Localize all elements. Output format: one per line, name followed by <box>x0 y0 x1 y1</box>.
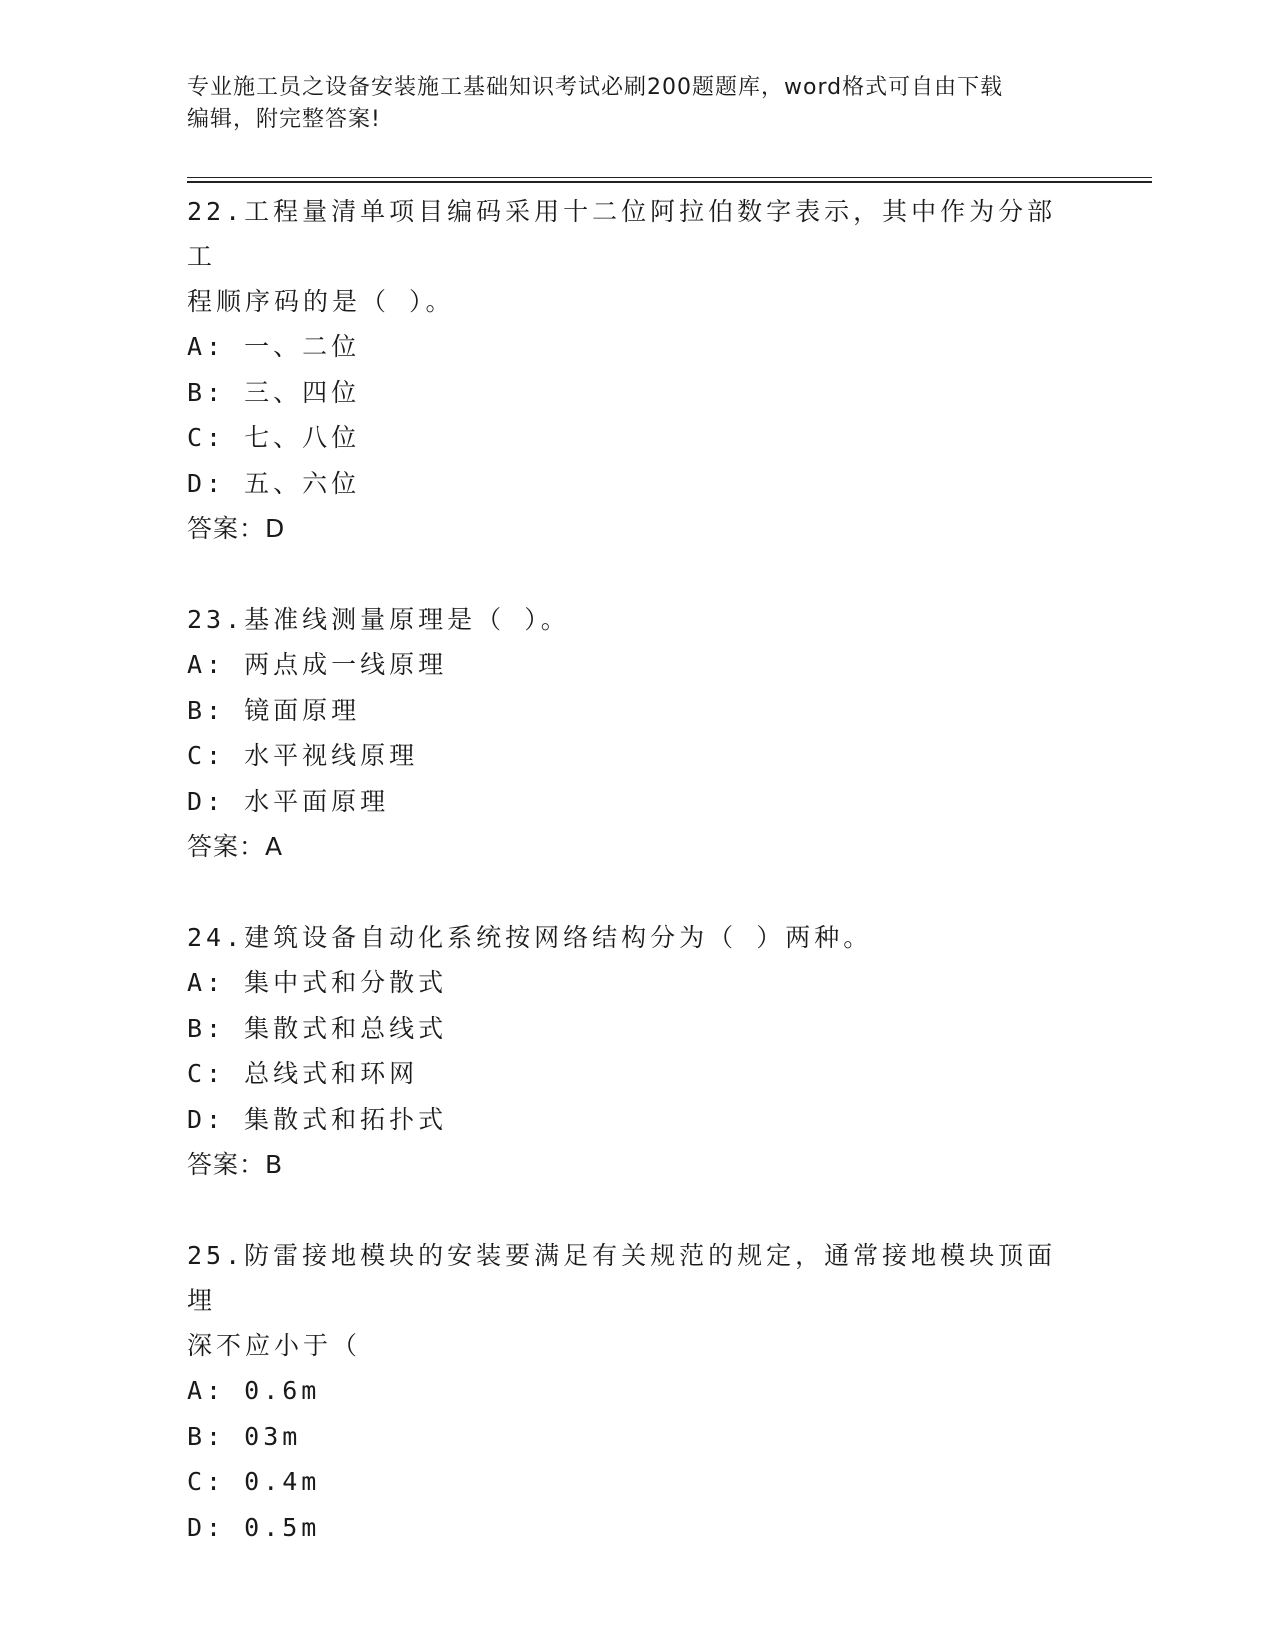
option-d: D: 五、六位 <box>187 468 361 498</box>
question-stem-line: 程顺序码的是（ ）。 <box>187 287 455 316</box>
option-c: C: 总线式和环网 <box>187 1059 419 1088</box>
question-25 <box>187 1233 1152 1550</box>
question-list <box>187 189 1152 1550</box>
question-stem-line: 22.工程量清单项目编码采用十二位阿拉伯数字表示，其中作为分部工 <box>187 197 1057 271</box>
header-divider <box>187 177 1152 183</box>
question-23 <box>187 597 1152 869</box>
option-d: D: 0.5m <box>187 1512 321 1542</box>
question-stem-line: 24.建筑设备自动化系统按网络结构分为（ ）两种。 <box>187 923 873 952</box>
option-b: B: 集散式和总线式 <box>187 1013 448 1043</box>
answer-line: 答案：A <box>187 832 284 861</box>
question-stem <box>187 1233 1067 1368</box>
answer-line: 答案：B <box>187 1150 284 1179</box>
document-header <box>187 72 1067 136</box>
option-d: D: 集散式和拓扑式 <box>187 1104 448 1134</box>
question-stem <box>187 597 1067 642</box>
option-a: A: 两点成一线原理 <box>187 650 448 679</box>
question-22 <box>187 189 1152 551</box>
document-page <box>187 72 1152 1596</box>
option-b: B: 镜面原理 <box>187 695 361 725</box>
option-b: B: 03m <box>187 1421 302 1451</box>
option-c: C: 水平视线原理 <box>187 741 419 770</box>
option-d: D: 水平面原理 <box>187 786 390 816</box>
question-stem-line: 23.基准线测量原理是（ ）。 <box>187 605 570 634</box>
option-a: A: 0.6m <box>187 1376 321 1405</box>
question-stem <box>187 915 1067 960</box>
question-24 <box>187 915 1152 1187</box>
question-stem-line: 25.防雷接地模块的安装要满足有关规范的规定，通常接地模块顶面埋 <box>187 1241 1057 1315</box>
option-a: A: 一、二位 <box>187 332 361 361</box>
option-c: C: 0.4m <box>187 1467 321 1496</box>
header-line-2: 编辑，附完整答案! <box>187 107 381 132</box>
header-line-1: 专业施工员之设备安装施工基础知识考试必刷200题题库，word格式可自由下载 <box>187 75 1004 100</box>
question-stem-line: 深不应小于（ <box>187 1331 362 1360</box>
question-stem <box>187 189 1067 324</box>
option-c: C: 七、八位 <box>187 423 361 452</box>
option-b: B: 三、四位 <box>187 377 361 407</box>
option-a: A: 集中式和分散式 <box>187 968 448 997</box>
answer-line: 答案：D <box>187 514 286 543</box>
